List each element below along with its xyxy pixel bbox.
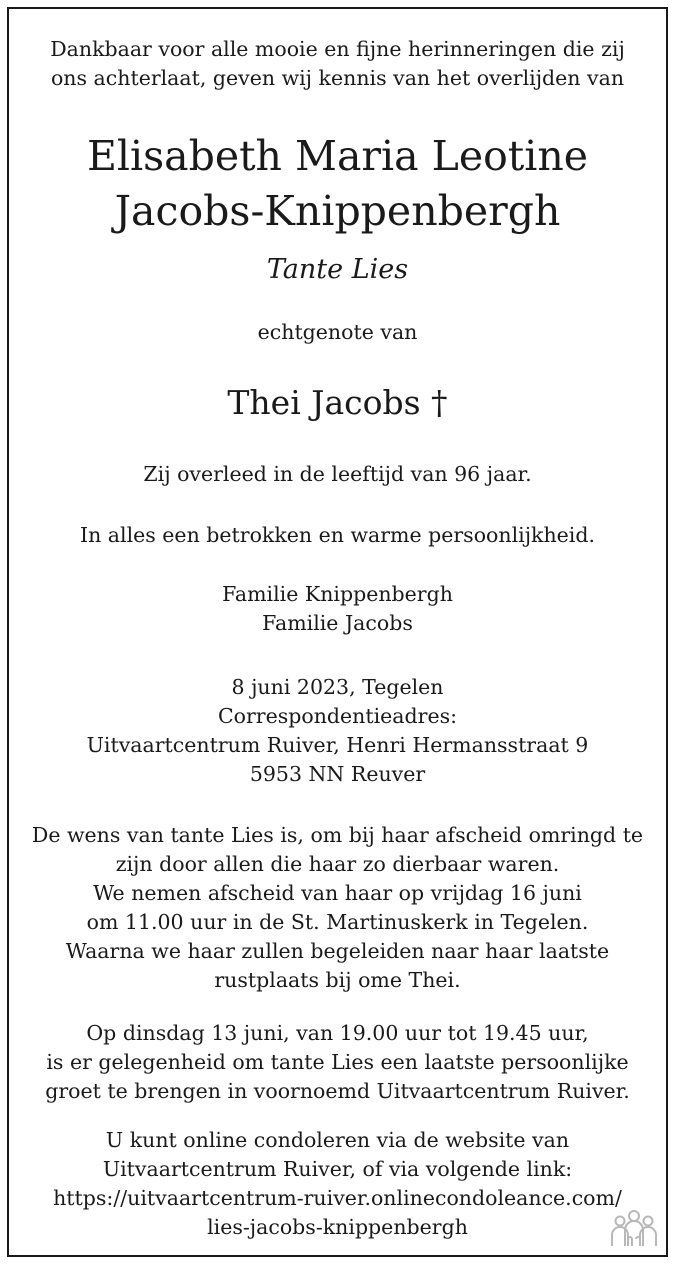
farewell-block xyxy=(9,821,666,995)
relation-text: echtgenote van xyxy=(257,320,418,344)
deceased-name xyxy=(9,129,666,239)
deceased-name-line: Jacobs-Knippenbergh xyxy=(114,187,561,235)
farewell-line: De wens van tante Lies is, om bij haar afscheid omringd te xyxy=(31,823,644,847)
visitation-line: is er gelegenheid om tante Lies een laatste persoonlijke xyxy=(46,1050,629,1074)
farewell-line: zijn door allen die haar zo dierbaar waren. xyxy=(115,852,560,876)
visitation-block xyxy=(9,1019,666,1106)
correspondence-label: Correspondentieadres: xyxy=(217,704,458,728)
family-name: Familie Knippenbergh xyxy=(222,582,453,606)
condolence-link[interactable]: https://uitvaartcentrum-ruiver.onlinecondoleance.com/ xyxy=(53,1186,622,1210)
correspondence-line: 5953 NN Reuver xyxy=(249,762,426,786)
deceased-name-line: Elisabeth Maria Leotine xyxy=(86,132,589,180)
visitation-line: Op dinsdag 13 juni, van 19.00 uur tot 19.45 uur, xyxy=(86,1021,589,1045)
families-block xyxy=(9,580,666,638)
spouse-name: Thei Jacobs † xyxy=(227,383,448,422)
visitation-line: groet te brengen in voornoemd Uitvaartcentrum Ruiver. xyxy=(45,1079,630,1103)
address-block xyxy=(9,673,666,789)
family-name: Familie Jacobs xyxy=(262,611,413,635)
deceased-nickname: Tante Lies xyxy=(266,254,409,285)
farewell-line: rustplaats bij ome Thei. xyxy=(214,968,461,992)
farewell-line: Waarna we haar zullen begeleiden naar haar laatste xyxy=(65,939,610,963)
intro-line: Dankbaar voor alle mooie en fijne herinneringen die zij xyxy=(50,37,625,61)
age-text: Zij overleed in de leeftijd van 96 jaar. xyxy=(143,462,532,486)
condolence-link[interactable]: lies-jacobs-knippenbergh xyxy=(207,1215,468,1239)
character-text: In alles een betrokken en warme persoonlijkheid. xyxy=(79,523,596,547)
people-group-icon xyxy=(609,1208,659,1250)
intro-text xyxy=(9,35,666,93)
correspondence-line: Uitvaartcentrum Ruiver, Henri Hermansstraat 9 xyxy=(86,733,589,757)
farewell-line: We nemen afscheid van haar op vrijdag 16 juni xyxy=(93,881,582,905)
condolence-block xyxy=(9,1126,666,1242)
obituary-card xyxy=(7,7,668,1257)
place-date: 8 juni 2023, Tegelen xyxy=(231,675,444,699)
farewell-line: om 11.00 uur in de St. Martinuskerk in Tegelen. xyxy=(86,910,589,934)
condolence-line: Uitvaartcentrum Ruiver, of via volgende link: xyxy=(102,1157,573,1181)
intro-line: ons achterlaat, geven wij kennis van het overlijden van xyxy=(50,66,625,90)
condolence-line: U kunt online condoleren via de website van xyxy=(105,1128,570,1152)
